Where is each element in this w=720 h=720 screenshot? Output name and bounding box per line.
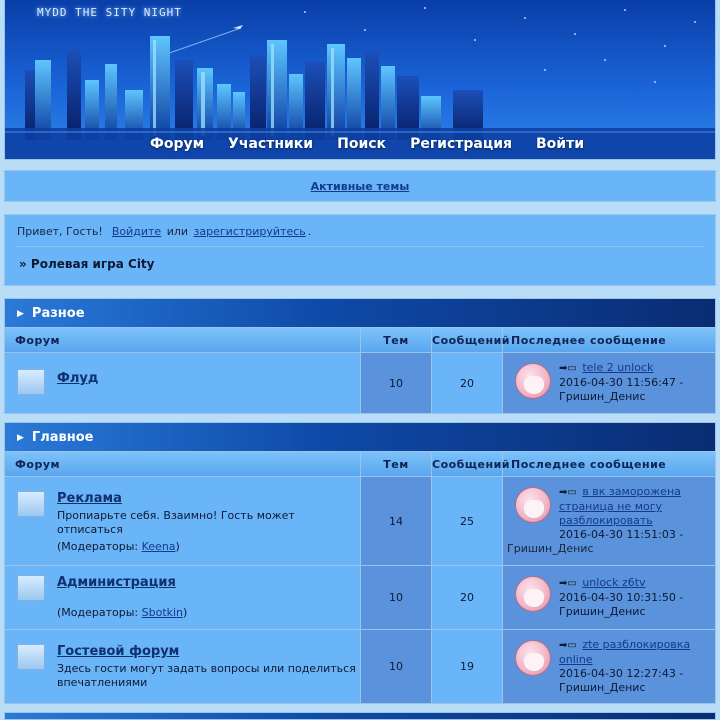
moderator-link[interactable]: Sbotkin: [141, 606, 184, 619]
category-title: Разное: [31, 306, 85, 321]
col-posts: Сообщений: [432, 452, 503, 476]
last-post-cell: [503, 630, 715, 703]
register-link[interactable]: зарегистрируйтесь: [193, 225, 306, 238]
topics-cell: [361, 477, 432, 565]
forum-description: Здесь гости могут задать вопросы или поделиться впечатлениями: [57, 662, 356, 689]
topics-count: 10: [389, 660, 403, 673]
main-nav: [5, 136, 716, 158]
forum-cell: [5, 630, 361, 703]
forum-cell: [5, 353, 361, 413]
nav-members[interactable]: Участники: [228, 136, 314, 152]
col-forum: Форум: [5, 452, 361, 476]
topics-cell: [361, 630, 432, 703]
nav-login[interactable]: Войти: [536, 136, 585, 152]
nav-search[interactable]: Поиск: [337, 136, 387, 152]
posts-cell: [432, 477, 503, 565]
posts-cell: [432, 566, 503, 629]
column-headers: [4, 327, 716, 353]
last-post-date: 2016-04-30 11:56:47 -: [559, 376, 684, 389]
forum-title[interactable]: Реклама: [57, 491, 122, 506]
new-post-icon[interactable]: ➡▭: [559, 487, 577, 498]
forum-moderators: (Модераторы: Keena): [57, 540, 180, 553]
last-post-date: 2016-04-30 10:31:50 -: [559, 591, 684, 604]
posts-count: 19: [460, 660, 474, 673]
avatar[interactable]: [515, 363, 551, 399]
posts-cell: [432, 630, 503, 703]
column-headers: [4, 451, 716, 477]
last-post-link[interactable]: tele 2 unlock: [582, 361, 654, 374]
last-post-info: [559, 638, 705, 695]
forum-status-icon: [17, 491, 45, 517]
col-posts: Сообщений: [432, 328, 503, 352]
last-post-link[interactable]: в вк заморожена страница не могу разблокировать: [559, 485, 681, 527]
active-topics-bar: [4, 170, 716, 202]
or-text: или: [166, 225, 189, 238]
posts-cell: [432, 353, 503, 413]
posts-count: 20: [460, 591, 474, 604]
topics-cell: [361, 353, 432, 413]
welcome-line: [17, 225, 703, 238]
last-post-link[interactable]: zte разблокировка online: [559, 638, 691, 666]
last-post-cell: [503, 353, 715, 413]
last-post-author[interactable]: Гришин_Денис: [507, 542, 594, 555]
collapse-arrow-icon[interactable]: ▶: [17, 309, 24, 319]
last-post-cell: [503, 477, 715, 565]
category-header-next[interactable]: [4, 712, 716, 720]
forum-title[interactable]: Гостевой форум: [57, 644, 180, 659]
last-post-author[interactable]: Гришин_Денис: [559, 390, 646, 403]
posts-count: 20: [460, 376, 474, 390]
col-forum: Форум: [5, 328, 361, 352]
forum-status-icon: [17, 575, 45, 601]
topics-count: 10: [389, 376, 403, 390]
guest-greeting: Привет, Гость!: [17, 225, 103, 238]
welcome-dot: .: [307, 225, 312, 238]
avatar[interactable]: [515, 576, 551, 612]
last-post-info: [559, 485, 705, 542]
forum-row-guest: [4, 630, 716, 704]
category-title: Главное: [31, 430, 94, 445]
forum-title[interactable]: Администрация: [57, 575, 176, 590]
last-post-info: [559, 574, 705, 619]
forum-cell: [5, 566, 361, 629]
last-post-cell: [503, 566, 715, 629]
avatar[interactable]: [515, 487, 551, 523]
new-post-icon[interactable]: ➡▭: [559, 363, 577, 374]
forum-title[interactable]: Флуд: [57, 371, 99, 386]
col-last-post: Последнее сообщение: [511, 334, 667, 347]
collapse-arrow-icon[interactable]: ▶: [17, 433, 24, 443]
avatar[interactable]: [515, 640, 551, 676]
category-header-misc[interactable]: [4, 298, 716, 328]
last-post-author[interactable]: Гришин_Денис: [559, 681, 646, 694]
forum-status-icon: [17, 644, 45, 670]
last-post-date: 2016-04-30 11:51:03 -: [559, 528, 684, 541]
site-header: [4, 0, 716, 160]
last-post-author[interactable]: Гришин_Денис: [559, 605, 646, 618]
category-header-main[interactable]: [4, 422, 716, 452]
nav-forum[interactable]: Форум: [149, 136, 205, 152]
topics-count: 10: [389, 591, 403, 604]
forum-cell: [5, 477, 361, 565]
col-topics: Тем: [361, 452, 432, 476]
moderators-label: (Модераторы:: [57, 606, 139, 619]
posts-count: 25: [460, 514, 474, 528]
new-post-icon[interactable]: ➡▭: [559, 578, 577, 589]
login-link[interactable]: Войдите: [111, 225, 162, 238]
breadcrumb[interactable]: » Ролевая игра City: [19, 257, 155, 271]
topics-count: 14: [389, 514, 403, 528]
forum-row-flood: [4, 353, 716, 414]
forum-moderators: (Модераторы: Sbotkin): [57, 606, 188, 619]
divider: [17, 246, 703, 247]
last-post-info: [559, 361, 705, 404]
active-topics-link[interactable]: Активные темы: [310, 180, 410, 193]
moderators-label: (Модераторы:: [57, 540, 139, 553]
site-logo[interactable]: MYDD THE SITY NIGHT: [37, 6, 182, 19]
moderator-link[interactable]: Keena: [141, 540, 176, 553]
col-last-post: Последнее сообщение: [511, 458, 667, 471]
col-topics: Тем: [361, 328, 432, 352]
last-post-link[interactable]: unlock z6tv: [582, 576, 646, 589]
new-post-icon[interactable]: ➡▭: [559, 640, 577, 651]
forum-status-icon: [17, 369, 45, 395]
nav-register[interactable]: Регистрация: [410, 136, 512, 152]
forum-row-admin: [4, 566, 716, 630]
forum-description: Пропиарьте себя. Взаимно! Гость может отписаться: [57, 509, 295, 536]
forum-row-ads: [4, 477, 716, 566]
last-post-date: 2016-04-30 12:27:43 -: [559, 667, 684, 680]
topics-cell: [361, 566, 432, 629]
welcome-panel: [4, 214, 716, 286]
